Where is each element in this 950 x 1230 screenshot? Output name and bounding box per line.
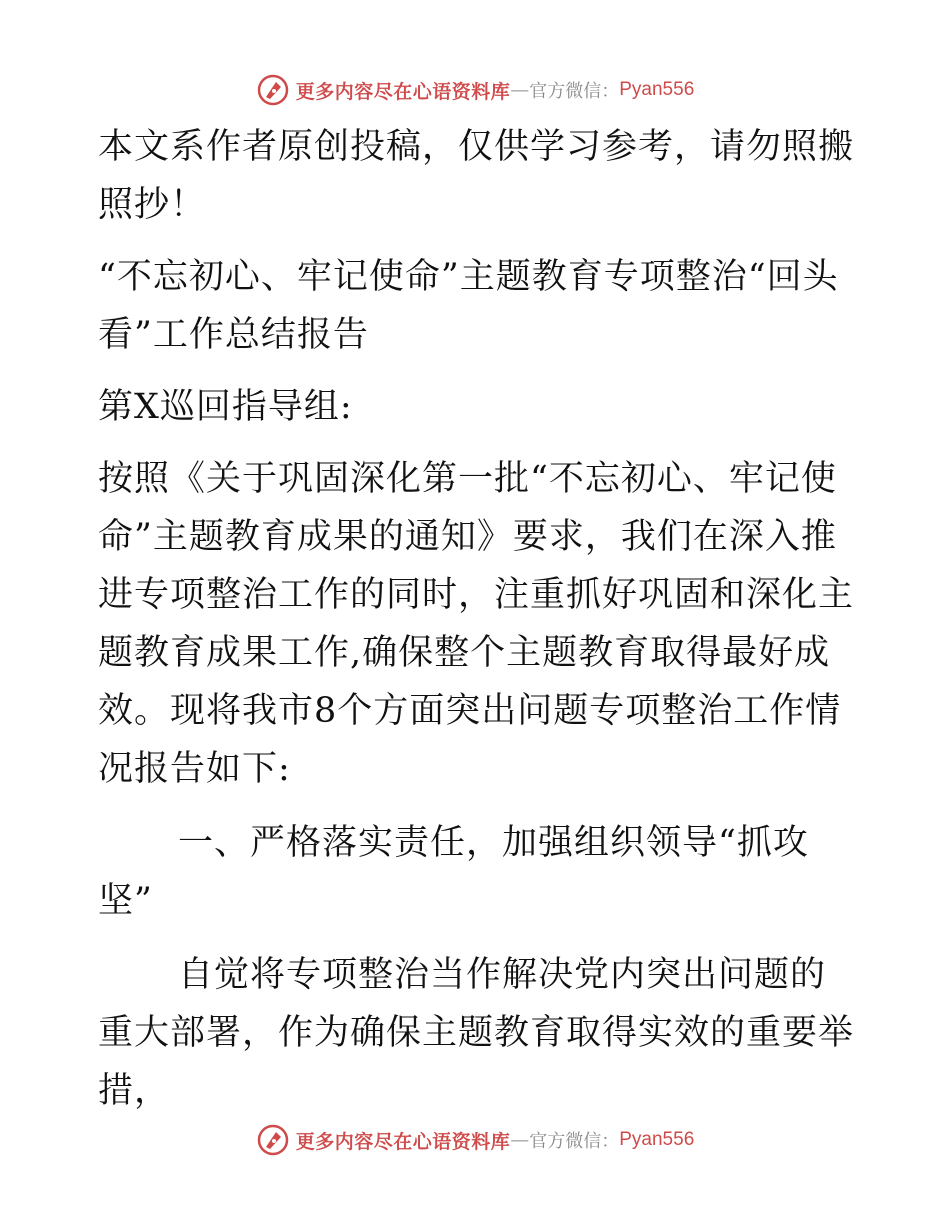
document-body: [98, 118, 858, 1120]
pen-nib-logo-icon: [256, 1123, 290, 1157]
intro-paragraph: 按照《关于巩固深化第一批“不忘初心、牢记使命”主题教育成果的通知》要求，我们在深入推进专项整治工作的同时，注重抓好巩固和深化主题教育成果工作,确保整个主题教育取得最好成效。现将我市8个方面突出问题专项整治工作情况报告如下:: [98, 459, 855, 789]
salutation: 第X巡回指导组:: [98, 387, 353, 427]
banner-separator: —: [510, 79, 530, 101]
banner-wechat-id: Pyan556: [619, 1129, 695, 1150]
banner-wechat-id: Pyan556: [619, 79, 695, 100]
section-heading-1: 一、严格落实责任，加强组织领导“抓攻坚”: [98, 823, 809, 921]
banner-wechat-label: 官方微信：: [529, 1131, 620, 1152]
banner-wechat-label: 官方微信：: [529, 81, 620, 102]
banner-separator: —: [510, 1129, 530, 1151]
footer-watermark-banner: [0, 1118, 950, 1162]
header-watermark-banner: [0, 68, 950, 112]
banner-brand-text: 更多内容尽在心语资料库: [295, 80, 511, 103]
pen-nib-logo-icon: [256, 73, 290, 107]
body-paragraph: 自觉将专项整治当作解决党内突出问题的重大部署，作为确保主题教育取得实效的重要举措，: [98, 955, 855, 1111]
document-title: “不忘初心、牢记使命”主题教育专项整治“回头看”工作总结报告: [98, 257, 839, 355]
disclaimer-paragraph: 本文系作者原创投稿，仅供学习参考，请勿照搬照抄！: [98, 127, 855, 225]
banner-brand-text: 更多内容尽在心语资料库: [295, 1130, 511, 1153]
